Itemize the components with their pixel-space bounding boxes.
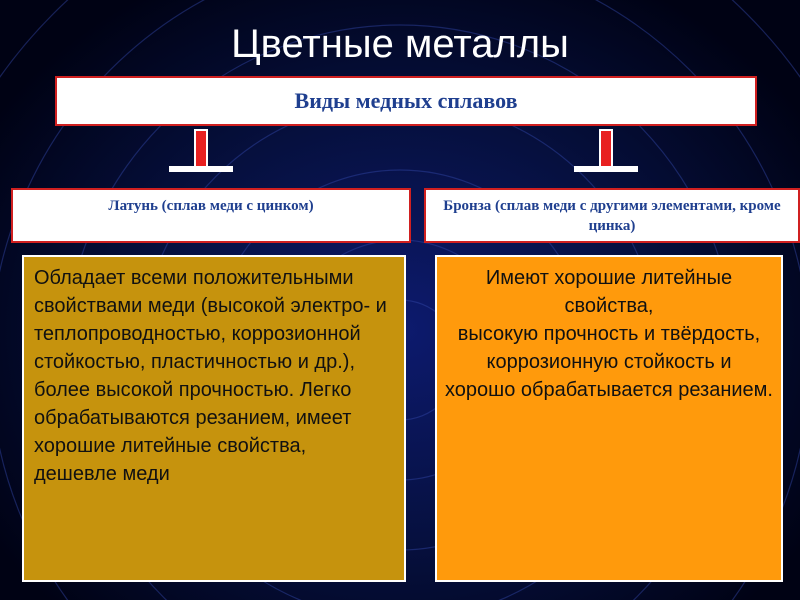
copper-alloys-header-box: Виды медных сплавов — [55, 76, 757, 126]
right-down-arrow-icon — [570, 128, 642, 174]
bronze-heading-box: Бронза (сплав меди с другими элементами, кроме цинка) — [424, 188, 800, 243]
bronze-description-panel: Имеют хорошие литейные свойства, высокую прочность и твёрдость, коррозионную стойкость и хорошо обрабатывается резанием. — [435, 255, 783, 582]
brass-heading-box: Латунь (сплав меди с цинком) — [11, 188, 411, 243]
left-down-arrow-icon — [165, 128, 237, 174]
brass-description-panel: Обладает всеми положительными свойствами меди (высокой электро- и теплопроводностью, коррозионной стойкостью, пластичностью и др.), более высокой прочностью. Легко обрабатываются резанием, имеет хорошие литейные свойства, дешевле меди — [22, 255, 406, 582]
slide-title: Цветные металлы — [231, 22, 569, 66]
